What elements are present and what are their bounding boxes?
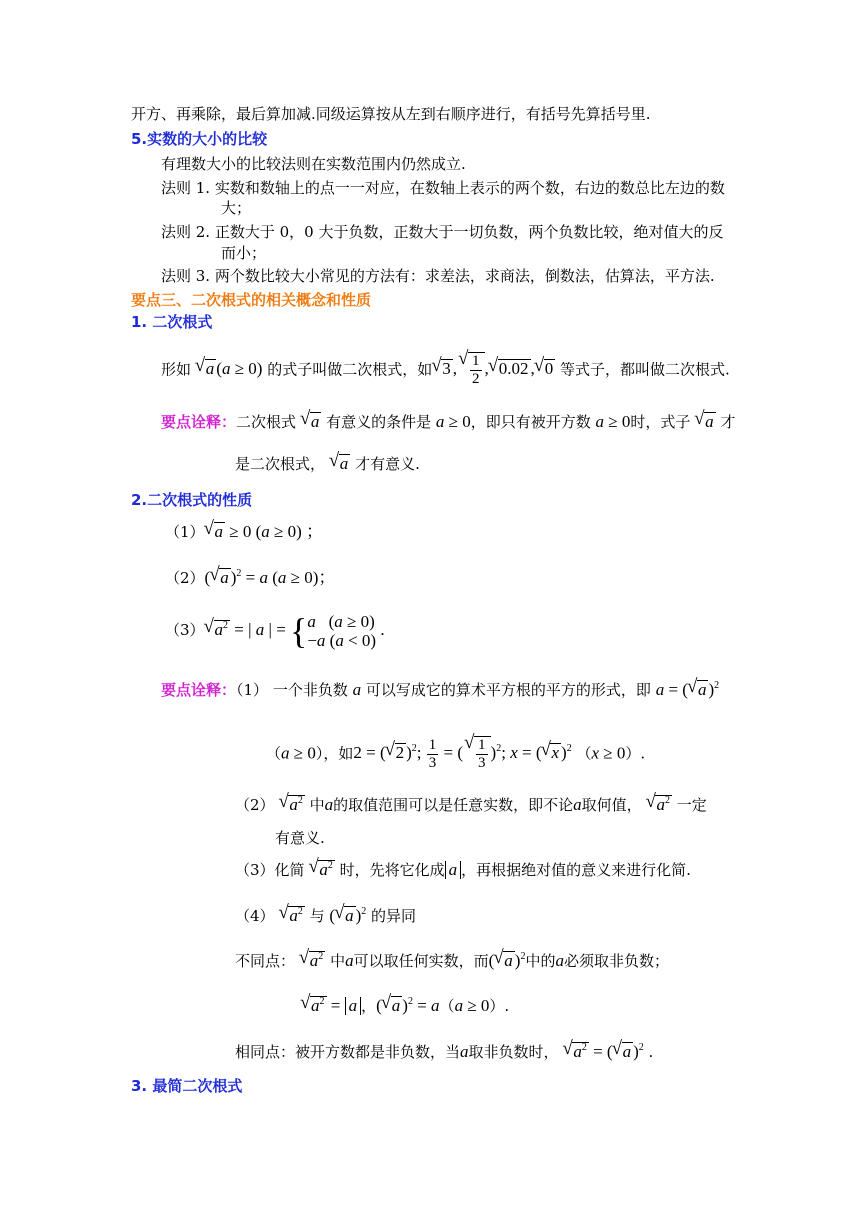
definition-line xyxy=(161,352,730,388)
note-1-line-1 xyxy=(161,412,735,432)
note-2-2-text-a: （2） xyxy=(235,796,275,814)
formula-examples-2: 2 = (√ 2 )$^2$; $\frac{1}{3}$ = ( √ $\frac{1}{3}$ )$^2$; x = (√ x )$^2$ xyxy=(353,743,571,762)
property-3-num: （3） xyxy=(165,620,205,639)
note-1-line-2 xyxy=(235,454,420,474)
formula-sqrt-a-sq-c: √ $a^2$ xyxy=(309,860,335,879)
formula-sqrt-a-sq-e: √ $a^2$ xyxy=(300,951,326,970)
var-a-2: a xyxy=(324,795,334,814)
definition-text-b: 的式子叫做二次根式，如 xyxy=(267,360,433,379)
note-2-label: 要点诠释： xyxy=(161,681,237,699)
note-2-2-text-d: 取何值， xyxy=(581,796,642,814)
note-1-text-a: 二次根式 xyxy=(236,413,297,431)
property-2-formula: (√ a )$^2$ = a (a ≥ 0)； xyxy=(205,568,336,587)
property-1 xyxy=(165,522,323,542)
formula-a-geq-0: a ≥ 0 xyxy=(435,412,471,431)
formula-sqrt-a-paren-sq: (√ a )$^2$ xyxy=(329,906,366,925)
property-2 xyxy=(165,568,335,588)
heading-2-properties: 2.二次根式的性质 xyxy=(131,491,253,509)
rule-1-line-1: 法则 1. 实数和数轴上的点一一对应，在数轴上表示的两个数，右边的数总比左边的数 xyxy=(161,179,725,197)
note-1-text-b: 有意义的条件是 xyxy=(326,413,432,431)
formula-a-eq-sqrt-a-sq: a = (√ a )$^2$ xyxy=(656,680,719,699)
difference-text-c: 可以取任何实数，而 xyxy=(353,952,489,970)
formula-x-geq-0: x ≥ 0 xyxy=(591,743,626,763)
formula-sqrt-a-b: √ a xyxy=(695,412,716,431)
note-2-2-text-c: 的取值范围可以是任意实数，即不论 xyxy=(333,796,574,814)
formula-sqrt-a-sq-b: √ $a^2$ xyxy=(646,795,672,814)
note-1-text-c: ，即只有被开方数 xyxy=(470,413,591,431)
difference-text-b: 中 xyxy=(330,952,346,970)
formula-sqrt-a-sq-eq-abs: √ $a^2 = a$ xyxy=(301,996,361,1015)
intro-line: 开方、再乘除，最后算加减.同级运算按从左到右顺序进行，有括号先算括号里. xyxy=(131,105,651,123)
note-2-1-text-d: ），如 xyxy=(315,744,354,763)
note-1-text-f: 是二次根式， xyxy=(235,455,326,473)
note-2-2-line-1 xyxy=(235,795,707,815)
formula-sqrt-a-sq-eq: √ $a^2$ = (√ a )$^2$ xyxy=(563,1042,643,1061)
note-2-1-text-a: （1） 一个非负数 xyxy=(236,681,348,699)
property-2-num: （2） xyxy=(165,569,205,587)
property-1-num: （1） xyxy=(165,523,205,541)
rule-1-line-2: 大； xyxy=(221,199,252,217)
same-text-a: 相同点：被开方数都是非负数，当 xyxy=(235,1043,461,1061)
difference-text-e: 必须取非负数； xyxy=(563,952,669,970)
property-3 xyxy=(165,612,385,652)
formula-examples: √ 3 , √ $\frac{1}{2}$ ,√ 0.02 ,√ 0 xyxy=(432,359,555,378)
rule-3: 法则 3. 两个数比较大小常见的方法有：求差法，求商法，倒数法，估算法，平方法. xyxy=(161,267,715,285)
formula-sqrt-a: √ a xyxy=(301,412,322,431)
note-1-text-d: 时，式子 xyxy=(630,413,691,431)
formula-abs-a: a xyxy=(445,860,462,879)
note-label: 要点诠释： xyxy=(161,413,237,431)
var-a-4: a xyxy=(345,951,354,970)
note-2-3-text-b: 时，先将它化成 xyxy=(339,861,445,879)
note-2-line-1 xyxy=(161,680,719,700)
note-2-4-text-a: （4） xyxy=(235,907,275,925)
formula-sqrt-a-c: √ a xyxy=(330,454,351,473)
heading-1-radical: 1. 二次根式 xyxy=(131,313,213,331)
heading-5-comparison: 5.实数的大小的比较 xyxy=(131,130,268,148)
note-2-line-2 xyxy=(266,736,645,772)
note-2-1-text-c: （ xyxy=(266,744,282,763)
formula-sqrt-a-paren-sq-b: (√ a )$^2$ xyxy=(489,951,526,970)
note-2-1-text-f: ）. xyxy=(625,744,646,763)
heading-3-simplest: 3. 最简二次根式 xyxy=(131,1077,243,1095)
difference-formulas: √ $a^2 = a$ ，(√ a )$^2$ = a（a ≥ 0）. xyxy=(301,996,509,1016)
rule-2-line-2: 而小； xyxy=(221,244,267,262)
var-a-3: a xyxy=(573,795,582,814)
difference-text-a: 不同点： xyxy=(235,952,296,970)
rule-2-line-1: 法则 2. 正数大于 0，0 大于负数，正数大于一切负数，两个负数比较，绝对值大的反 xyxy=(161,223,724,241)
note-1-text-g: 才有意义. xyxy=(355,455,420,473)
note-2-2-text-b: 中 xyxy=(309,796,325,814)
compare-intro: 有理数大小的比较法则在实数范围内仍然成立. xyxy=(161,155,466,173)
var-a-6: a xyxy=(460,1042,469,1061)
note-2-1-text-b: 可以写成它的算术平方根的平方的形式，即 xyxy=(365,681,651,699)
formula-sqrt-a-sq: √ $a^2$ xyxy=(279,795,305,814)
note-2-4-text-c: 的异同 xyxy=(371,907,417,925)
property-1-formula: √ a ≥ 0 (a ≥ 0) ； xyxy=(205,522,324,541)
note-2-2-line-2: 有意义. xyxy=(275,829,325,847)
section-3-heading: 要点三、二次根式的相关概念和性质 xyxy=(131,291,372,309)
var-a-5: a xyxy=(555,951,564,970)
formula-a-geq-0-b: a ≥ 0 xyxy=(595,412,631,431)
difference-text-d: 中的 xyxy=(525,952,556,970)
note-2-3-text-a: （3）化简 xyxy=(235,861,305,879)
formula-a-geq-0-c: a ≥ 0 xyxy=(281,743,316,763)
same-line: 相同点：被开方数都是非负数，当a取非负数时， √ $a^2$ = (√ a )$^2$ . xyxy=(235,1042,653,1062)
definition-text-a: 形如 xyxy=(161,360,192,379)
note-2-2-text-e: 一定 xyxy=(676,796,707,814)
formula-a-geq-0-d: a ≥ 0 xyxy=(454,996,490,1015)
note-2-4-text-b: 与 xyxy=(309,907,325,925)
note-2-3 xyxy=(235,860,691,880)
var-a: a xyxy=(352,680,362,699)
formula-sqrt-a-sq-d: √ $a^2$ xyxy=(279,906,305,925)
difference-line xyxy=(235,951,669,971)
same-text-b: 取非负数时， xyxy=(468,1043,559,1061)
property-3-formula: √ $a^2$ = | a | = { a (a ≥ 0) −a (a < 0) . xyxy=(205,620,385,639)
note-2-3-text-c: ，再根据绝对值的意义来进行化简. xyxy=(461,861,691,879)
formula-sqrt-a-paren-sq-eq-a: (√ a )$^2$ = a xyxy=(376,996,439,1015)
note-2-1-text-e: （ xyxy=(576,744,592,763)
note-2-4 xyxy=(235,906,416,926)
note-1-text-e: 才 xyxy=(720,413,736,431)
definition-text-c: 等式子，都叫做二次根式. xyxy=(560,360,730,379)
formula-sqrt-a-cond: √ a (a ≥ 0) xyxy=(196,359,263,378)
